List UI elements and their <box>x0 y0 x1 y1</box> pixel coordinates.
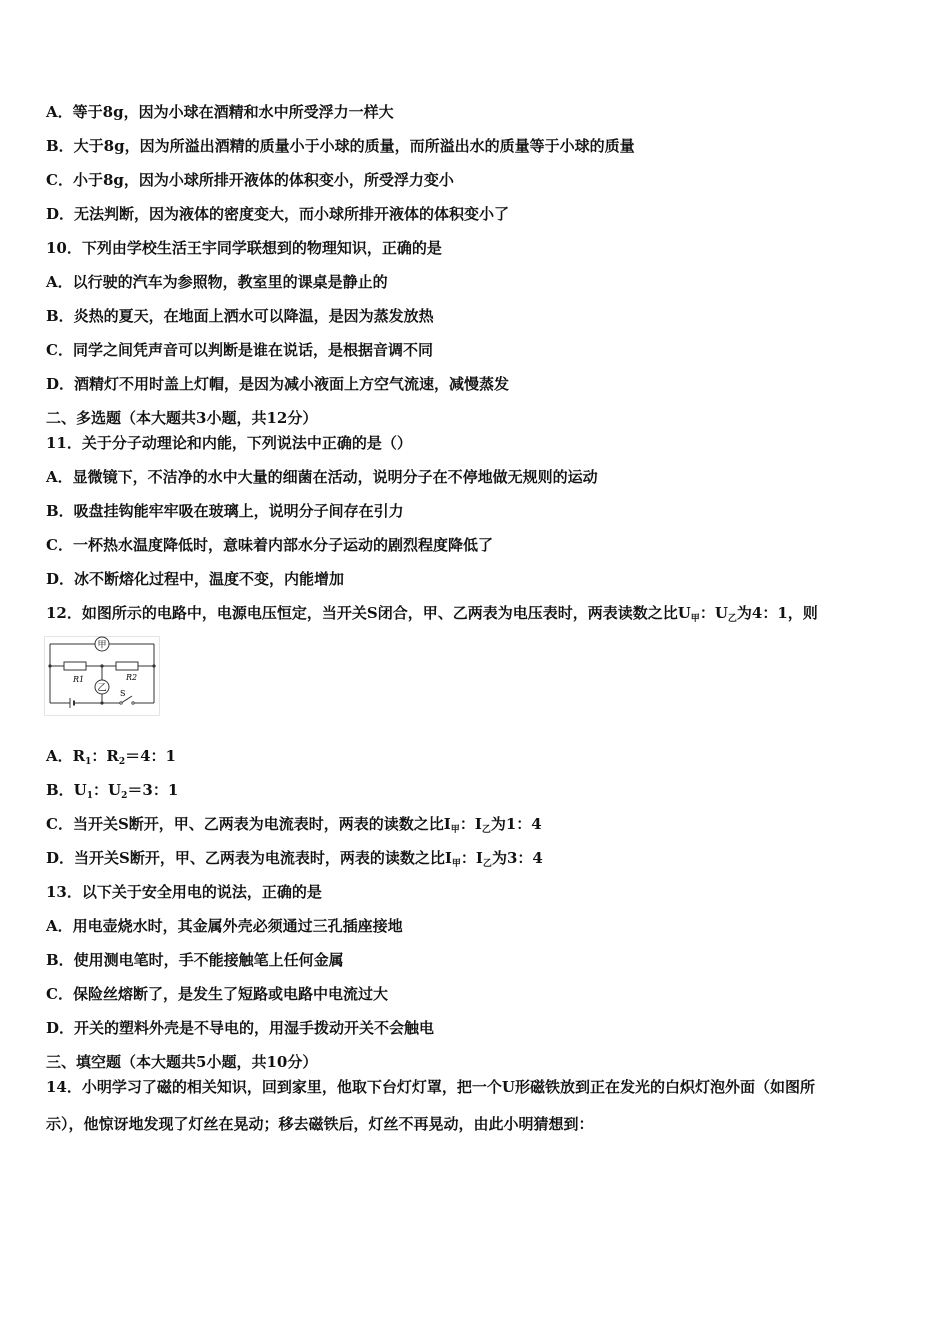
q12-option-a: A．$R_1$：$R_2=4$：1 <box>46 747 176 767</box>
resistor-r1 <box>64 662 86 670</box>
q12-option-c: C．当开关S断开，甲、乙两表为电流表时，两表的读数之比$I_甲$：$I_乙$为1：4 <box>46 815 542 835</box>
q10-option-d: D．酒精灯不用时盖上灯帽，是因为减小液面上方空气流速，减慢蒸发 <box>46 375 510 393</box>
q9-option-a: A．等于8g，因为小球在酒精和水中所受浮力一样大 <box>46 103 394 121</box>
q13-option-c: C．保险丝熔断了，是发生了短路或电路中电流过大 <box>46 985 388 1003</box>
r1-label: R1 <box>73 675 85 684</box>
q11-stem: 11．关于分子动理论和内能，下列说法中正确的是（） <box>46 434 412 452</box>
q14-line-1: 14．小明学习了磁的相关知识，回到家里，他取下台灯灯罩，把一个U形磁铁放到正在发光的白炽灯泡外面（如图所 <box>46 1078 815 1096</box>
q10-option-c: C．同学之间凭声音可以判断是谁在说话，是根据音调不同 <box>46 341 433 359</box>
q13-stem: 13．以下关于安全用电的说法，正确的是 <box>46 883 322 901</box>
q10-stem: 10．下列由学校生活王宇同学联想到的物理知识，正确的是 <box>46 239 442 257</box>
q14-line-2: 示），他惊讶地发现了灯丝在晃动；移去磁铁后，灯丝不再晃动，由此小明猜想到： <box>46 1115 594 1133</box>
q11-option-d: D．冰不断熔化过程中，温度不变，内能增加 <box>46 570 345 588</box>
section-fill-blank-heading: 三、填空题（本大题共5小题，共10分） <box>46 1053 318 1071</box>
q11-option-c: C．一杯热水温度降低时，意味着内部水分子运动的剧烈程度降低了 <box>46 536 493 554</box>
q13-option-a: A．用电壶烧水时，其金属外壳必须通过三孔插座接地 <box>46 917 403 935</box>
q11-option-b: B．吸盘挂钩能牢牢吸在玻璃上，说明分子间存在引力 <box>46 502 404 520</box>
q12-option-b: B．$U_1$：$U_2=3$：1 <box>46 781 179 801</box>
switch-label: S <box>120 689 126 698</box>
resistor-r2 <box>116 662 138 670</box>
meter-yi-label: 乙 <box>97 683 107 694</box>
q12-stem: 12．如图所示的电路中，电源电压恒定，当开关S闭合，甲、乙两表为电压表时，两表读数之比$U_甲$：$U_乙$为4：1，则 <box>46 604 818 624</box>
q10-option-a: A．以行驶的汽车为参照物，教室里的课桌是静止的 <box>46 273 388 291</box>
meter-jia-label: 甲 <box>97 640 107 651</box>
q10-option-b: B．炎热的夏天，在地面上洒水可以降温，是因为蒸发放热 <box>46 307 434 325</box>
r2-label: R2 <box>126 673 138 682</box>
section-multiple-choice-heading: 二、多选题（本大题共3小题，共12分） <box>46 409 318 427</box>
q12-option-d: D．当开关S断开，甲、乙两表为电流表时，两表的读数之比$I_甲$：$I_乙$为3：4 <box>46 849 543 869</box>
q9-option-b: B．大于8g，因为所溢出酒精的质量小于小球的质量，而所溢出水的质量等于小球的质量 <box>46 137 635 155</box>
q13-option-d: D．开关的塑料外壳是不导电的，用湿手拨动开关不会触电 <box>46 1019 435 1037</box>
q9-option-c: C．小于8g，因为小球所排开液体的体积变小，所受浮力变小 <box>46 171 454 189</box>
q11-option-a: A．显微镜下，不洁净的水中大量的细菌在活动，说明分子在不停地做无规则的运动 <box>46 468 598 486</box>
q9-option-d: D．无法判断，因为液体的密度变大，而小球所排开液体的体积变小了 <box>46 205 510 223</box>
q13-option-b: B．使用测电笔时，手不能接触笔上任何金属 <box>46 951 344 969</box>
circuit-diagram <box>44 636 160 716</box>
